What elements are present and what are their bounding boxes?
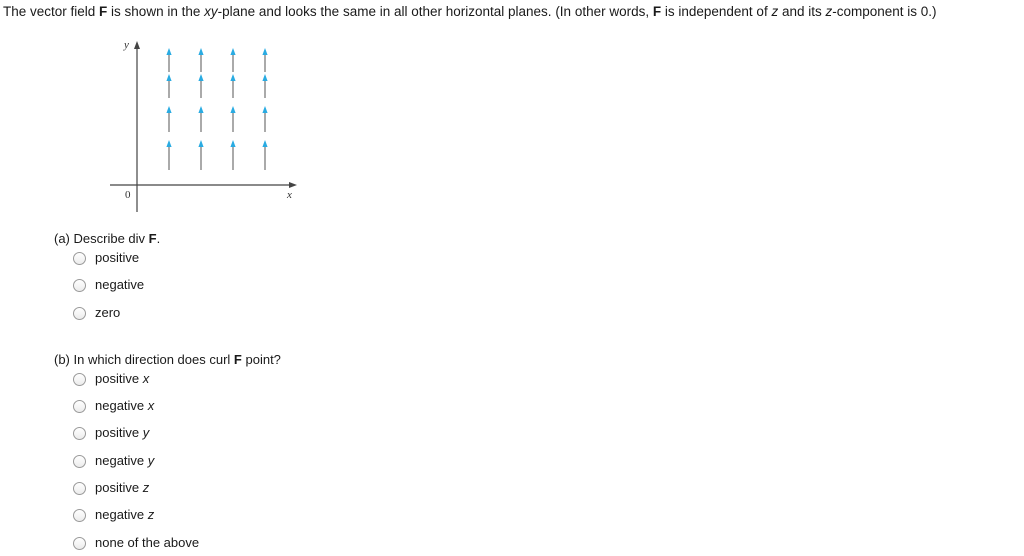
option-a-positive[interactable] <box>73 250 139 266</box>
option-label: negative <box>95 277 145 292</box>
option-text: positive <box>95 480 143 495</box>
option-b-negative-z[interactable] <box>73 507 154 523</box>
option-a-zero[interactable] <box>73 305 120 321</box>
radio-button[interactable] <box>73 455 86 468</box>
problem-text-4: is independent of <box>661 4 772 19</box>
option-label <box>95 535 199 551</box>
option-var: y <box>147 453 155 468</box>
vector-arrow-head <box>230 106 235 113</box>
vector-arrow <box>262 74 267 98</box>
option-a-negative[interactable] <box>73 277 144 293</box>
vector-arrow <box>166 74 171 98</box>
vector-arrow-head <box>198 106 203 113</box>
radio-button[interactable] <box>73 537 86 550</box>
option-b-negative-x[interactable] <box>73 398 154 414</box>
vector-arrow-head <box>262 106 267 113</box>
plane-variable: xy <box>204 4 218 19</box>
option-text: positive <box>95 371 143 386</box>
vector-arrow-head <box>262 74 267 81</box>
option-var: z <box>147 507 155 522</box>
radio-button[interactable] <box>73 279 86 292</box>
problem-text-6: -component is 0.) <box>832 4 937 19</box>
vector-arrow <box>166 140 171 170</box>
option-b-none[interactable] <box>73 535 199 551</box>
problem-text-2: is shown in the <box>107 4 205 19</box>
vector-arrow-head <box>198 74 203 81</box>
question-a-suffix: . <box>156 231 161 246</box>
option-text: negative <box>95 507 148 522</box>
vector-arrow <box>230 106 235 132</box>
question-b-suffix: point? <box>241 352 281 367</box>
vector-arrow <box>198 74 203 98</box>
option-label <box>95 480 149 496</box>
vector-arrow-head <box>198 48 203 55</box>
y-axis-label: y <box>124 39 129 51</box>
vector-arrow <box>230 48 235 72</box>
option-text: negative <box>95 398 148 413</box>
radio-button[interactable] <box>73 307 86 320</box>
option-label: zero <box>95 305 121 320</box>
option-var: z <box>142 480 150 495</box>
option-var: x <box>147 398 155 413</box>
vector-arrow <box>262 140 267 170</box>
option-label <box>95 425 149 441</box>
vector-field-figure <box>100 36 310 216</box>
vector-arrow <box>230 74 235 98</box>
option-text: none of the above <box>95 535 200 550</box>
vector-arrow-head <box>198 140 203 147</box>
vector-arrow <box>230 140 235 170</box>
question-a-prefix: (a) Describe div <box>54 231 149 246</box>
question-a-symbol: F <box>148 231 157 246</box>
vector-arrow-head <box>262 48 267 55</box>
z-variable: z <box>771 4 779 19</box>
radio-button[interactable] <box>73 427 86 440</box>
radio-button[interactable] <box>73 252 86 265</box>
vector-arrow <box>166 106 171 132</box>
field-symbol: F <box>99 4 108 19</box>
vector-arrow <box>262 48 267 72</box>
z-variable: z <box>825 4 833 19</box>
problem-statement <box>3 4 1023 20</box>
vector-arrow <box>198 48 203 72</box>
vector-arrow <box>198 140 203 170</box>
vector-arrow-head <box>166 106 171 113</box>
radio-button[interactable] <box>73 509 86 522</box>
vector-arrow-head <box>166 48 171 55</box>
vector-arrow-head <box>230 74 235 81</box>
x-axis-arrowhead <box>289 182 297 188</box>
option-label <box>95 398 154 414</box>
radio-button[interactable] <box>73 482 86 495</box>
vector-arrow <box>198 106 203 132</box>
question-a-label <box>54 231 160 247</box>
question-b-prefix: (b) In which direction does curl <box>54 352 234 367</box>
option-b-positive-x[interactable] <box>73 371 149 387</box>
problem-text-5: and its <box>778 4 826 19</box>
origin-label: 0 <box>125 189 131 201</box>
option-b-negative-y[interactable] <box>73 453 154 469</box>
vector-arrow <box>262 106 267 132</box>
vector-arrow-head <box>166 140 171 147</box>
option-var: x <box>142 371 150 386</box>
option-b-positive-z[interactable] <box>73 480 149 496</box>
option-label <box>95 371 149 387</box>
x-axis-label: x <box>287 189 292 201</box>
option-label <box>95 453 154 469</box>
option-label: positive <box>95 250 140 265</box>
vector-arrow-head <box>166 74 171 81</box>
radio-button[interactable] <box>73 373 86 386</box>
vector-arrow-head <box>262 140 267 147</box>
question-b-symbol: F <box>233 352 242 367</box>
problem-text-1: The vector field <box>3 4 100 19</box>
radio-button[interactable] <box>73 400 86 413</box>
option-var: y <box>142 425 150 440</box>
vector-arrow <box>166 48 171 72</box>
vector-arrow-head <box>230 48 235 55</box>
option-b-positive-y[interactable] <box>73 425 149 441</box>
option-text: positive <box>95 425 143 440</box>
option-label <box>95 507 154 523</box>
vector-arrow-head <box>230 140 235 147</box>
question-b-label <box>54 352 281 368</box>
field-symbol: F <box>652 4 662 19</box>
vector-arrows <box>166 48 267 170</box>
y-axis-arrowhead <box>134 41 140 49</box>
option-text: negative <box>95 453 148 468</box>
problem-text-3: -plane and looks the same in all other horizontal planes. (In other words, <box>217 4 653 19</box>
